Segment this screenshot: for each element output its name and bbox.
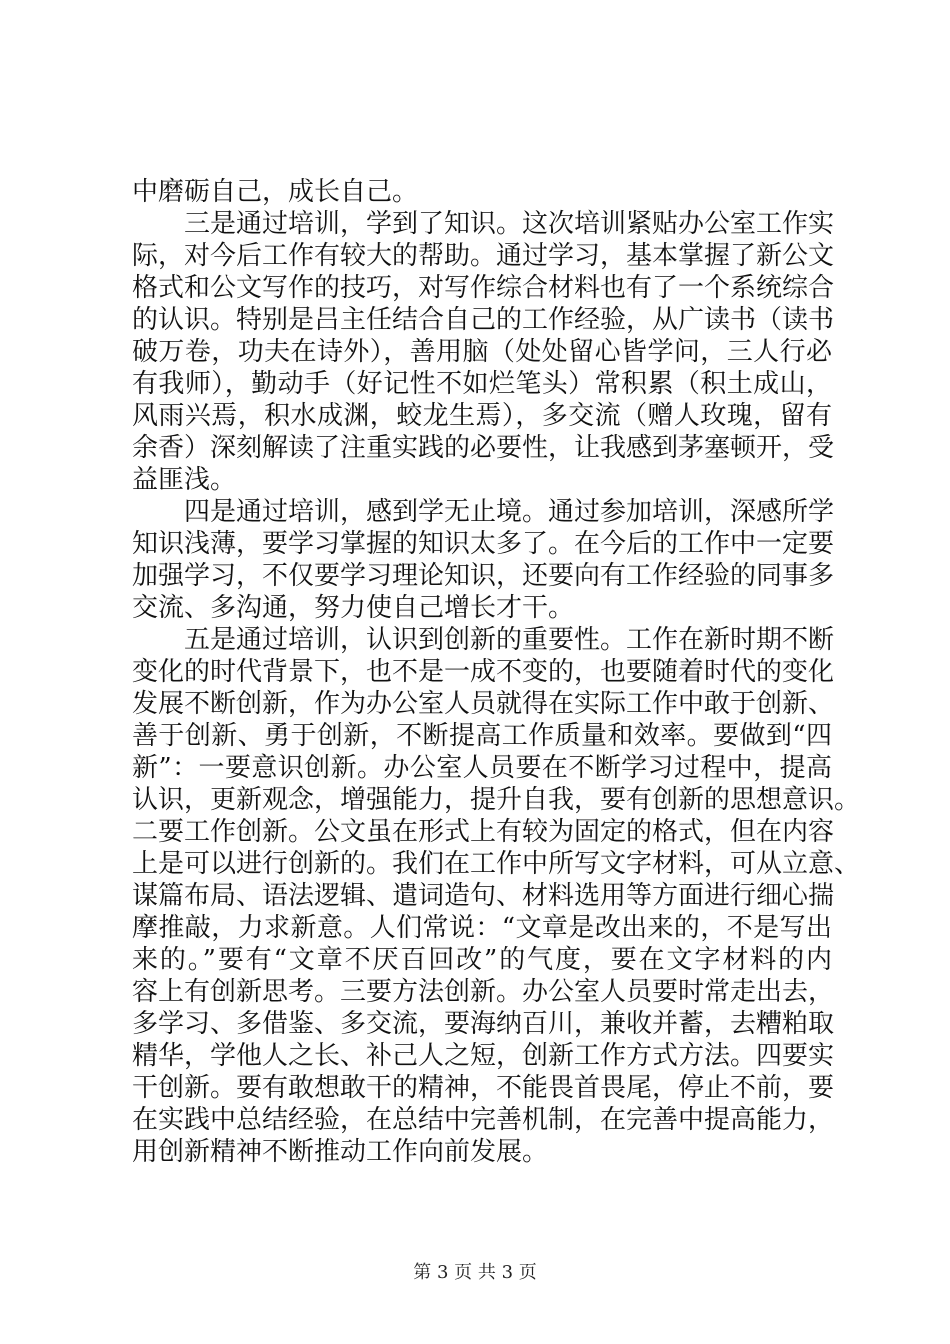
paragraph-start-line: 三是通过培训，学到了知识。这次培训紧贴办公室工作实 (184, 209, 835, 239)
paragraph-start-line: 五是通过培训，认识到创新的重要性。工作在新时期不断 (184, 625, 835, 655)
text-line: 来的。”要有“文章不厌百回改”的气度，要在文字材料的内 (132, 945, 832, 975)
text-line: 善于创新、勇于创新，不断提高工作质量和效率。要做到“四 (132, 721, 832, 751)
text-line: 益匪浅。 (132, 465, 237, 495)
page-number-footer: 第 3 页 共 3 页 (413, 1262, 537, 1283)
text-line: 用创新精神不断推动工作向前发展。 (132, 1137, 549, 1167)
text-line: 认识，更新观念，增强能力，提升自我，要有创新的思想意识。 (132, 785, 861, 815)
text-line: 在实践中总结经验，在总结中完善机制，在完善中提高能力， (132, 1105, 835, 1135)
text-line: 际，对今后工作有较大的帮助。通过学习，基本掌握了新公文 (132, 241, 835, 271)
text-line: 容上有创新思考。三要方法创新。办公室人员要时常走出去， (132, 977, 835, 1007)
text-line: 知识浅薄，要学习掌握的知识太多了。在今后的工作中一定要 (132, 529, 835, 559)
text-line: 谋篇布局、语法逻辑、遣词造句、材料选用等方面进行细心揣 (132, 881, 835, 911)
text-line: 格式和公文写作的技巧，对写作综合材料也有了一个系统综合 (132, 273, 835, 303)
text-line: 加强学习，不仅要学习理论知识，还要向有工作经验的同事多 (132, 561, 835, 591)
text-line: 的认识。特别是吕主任结合自己的工作经验，从广读书（读书 (132, 305, 835, 335)
text-line: 交流、多沟通，努力使自己增长才干。 (132, 593, 575, 623)
text-line: 摩推敲，力求新意。人们常说：“文章是改出来的，不是写出 (132, 913, 832, 943)
text-line: 余香）深刻解读了注重实践的必要性，让我感到茅塞顿开，受 (132, 433, 835, 463)
text-line: 二要工作创新。公文虽在形式上有较为固定的格式，但在内容 (132, 817, 835, 847)
text-line: 多学习、多借鉴、多交流，要海纳百川，兼收并蓄，去糟粕取 (132, 1009, 835, 1039)
text-line: 精华，学他人之长、补己人之短，创新工作方式方法。四要实 (132, 1041, 835, 1071)
text-line: 干创新。要有敢想敢干的精神，不能畏首畏尾，停止不前，要 (132, 1073, 835, 1103)
paragraph-start-line: 四是通过培训，感到学无止境。通过参加培训，深感所学 (184, 497, 835, 527)
text-line: 中磨砺自己，成长自己。 (132, 177, 419, 207)
text-line: 有我师），勤动手（好记性不如烂笔头）常积累（积土成山， (132, 369, 832, 399)
text-line: 破万卷，功夫在诗外），善用脑（处处留心皆学问，三人行必 (132, 337, 832, 367)
text-line: 新”：一要意识创新。办公室人员要在不断学习过程中，提高 (132, 753, 832, 783)
text-line: 变化的时代背景下，也不是一成不变的，也要随着时代的变化 (132, 657, 835, 687)
text-line: 上是可以进行创新的。我们在工作中所写文字材料，可从立意、 (132, 849, 861, 879)
text-line: 风雨兴焉，积水成渊，蛟龙生焉），多交流（赠人玫瑰，留有 (132, 401, 832, 431)
text-line: 发展不断创新，作为办公室人员就得在实际工作中敢于创新、 (132, 689, 835, 719)
